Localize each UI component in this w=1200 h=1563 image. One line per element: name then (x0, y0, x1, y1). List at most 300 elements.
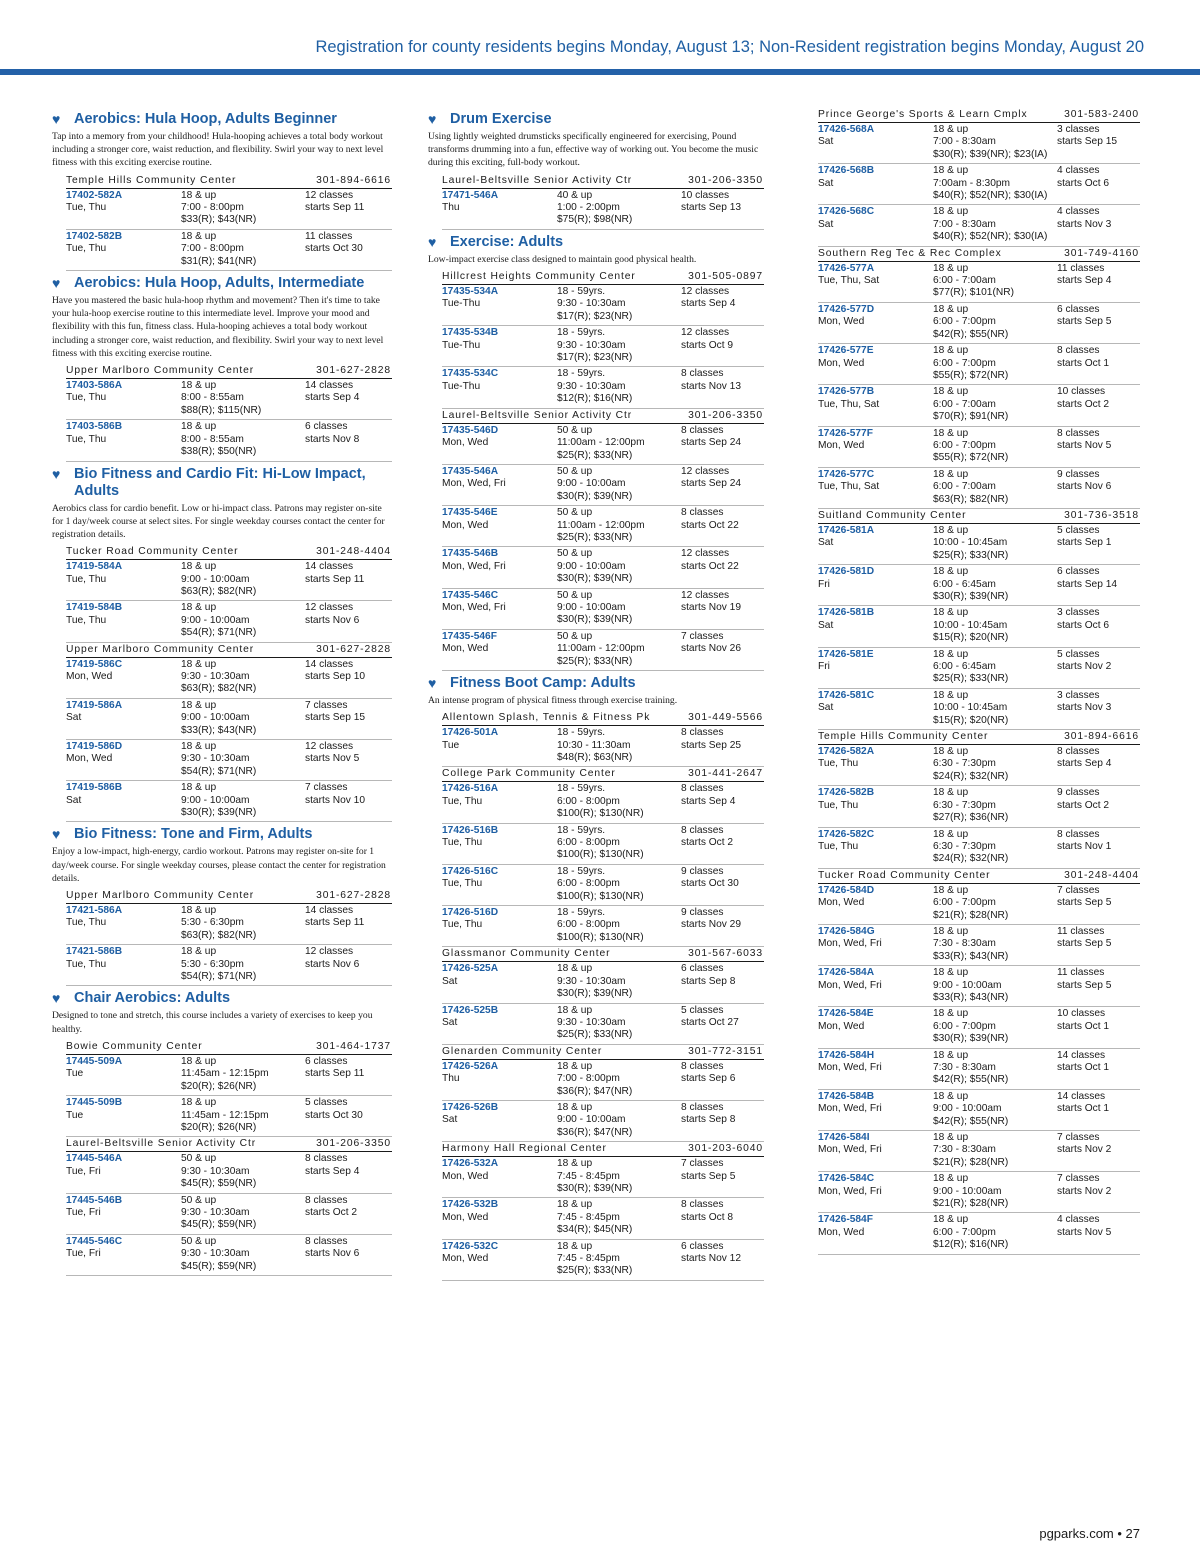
entry-age-time-fee (933, 829, 1057, 866)
heart-icon: ♥ (428, 233, 437, 250)
entry-count-start (681, 1061, 764, 1098)
entry-code-days (818, 885, 933, 922)
age-range: 18 & up (933, 884, 969, 896)
entry-code-days (442, 425, 557, 462)
class-entry (818, 524, 1140, 565)
start-date: starts Sep 5 (1057, 979, 1112, 991)
entry-code-days (818, 1050, 933, 1087)
class-time: 7:45 - 8:45pm (557, 1170, 620, 1182)
class-entry (442, 1004, 764, 1045)
entry-code-days (442, 507, 557, 544)
course-code[interactable]: 17426-577A (818, 262, 875, 274)
location-header (66, 643, 392, 658)
class-days: Tue, Thu (66, 243, 107, 255)
entry-count-start (305, 782, 392, 819)
course-title-text: Fitness Boot Camp: Adults (450, 675, 636, 691)
class-entry (66, 740, 392, 781)
class-time: 7:45 - 8:45pm (557, 1253, 620, 1265)
entry-count-start (1057, 345, 1140, 382)
class-days: Mon, Wed, Fri (818, 1144, 882, 1156)
class-entry (818, 385, 1140, 426)
entry-code-days (442, 190, 557, 227)
class-days: Tue, Thu (66, 433, 107, 445)
entry-age-time-fee (181, 602, 305, 639)
course-code[interactable]: 17435-546B (442, 548, 499, 560)
age-range: 18 & up (181, 782, 217, 794)
class-entry (442, 782, 764, 823)
class-count: 9 classes (681, 865, 724, 877)
class-count: 10 classes (1057, 386, 1106, 398)
start-date: starts Sep 5 (1057, 316, 1112, 328)
entry-code-days (818, 829, 933, 866)
course-code[interactable]: 17426-584I (818, 1132, 870, 1144)
entry-age-time-fee (933, 428, 1057, 465)
course-code[interactable]: 17402-582B (66, 230, 123, 242)
age-range: 18 & up (181, 602, 217, 614)
entry-age-time-fee (181, 1236, 305, 1273)
age-range: 18 & up (933, 524, 969, 536)
class-entry (818, 1090, 1140, 1131)
course-code[interactable]: 17426-525B (442, 1004, 499, 1016)
entry-code-days (818, 746, 933, 783)
course-code[interactable]: 17421-586A (66, 905, 123, 917)
class-entry (66, 781, 392, 822)
entry-code-days (442, 1005, 557, 1042)
class-fee: $25(R); $33(NR) (557, 655, 633, 667)
course-code[interactable]: 17426-532B (442, 1199, 499, 1211)
entry-code-days (818, 304, 933, 341)
location-header (66, 1040, 392, 1055)
start-date: starts Oct 30 (305, 1109, 363, 1121)
course-code[interactable]: 17426-584E (818, 1008, 874, 1020)
location-phone: 301-736-3518 (1064, 509, 1139, 521)
entry-count-start (681, 963, 764, 1000)
course-code[interactable]: 17426-516D (442, 907, 499, 919)
class-time: 10:00 - 10:45am (933, 619, 1008, 631)
class-fee: $75(R); $98(NR) (557, 214, 633, 226)
class-time: 11:45am - 12:15pm (181, 1068, 269, 1080)
entry-code-days (442, 1102, 557, 1139)
class-time: 7:00am - 8:30pm (933, 177, 1011, 189)
course-code[interactable]: 17435-546A (442, 465, 499, 477)
location-phone: 301-505-0897 (688, 271, 763, 283)
entry-code-days (66, 602, 181, 639)
age-range: 18 & up (181, 230, 217, 242)
course-code[interactable]: 17426-501A (442, 727, 499, 739)
class-fee: $45(R); $59(NR) (181, 1178, 257, 1190)
course-code[interactable]: 17426-581B (818, 607, 875, 619)
class-fee: $30(R); $39(NR) (557, 614, 633, 626)
course-code[interactable]: 17426-526B (442, 1101, 499, 1113)
entry-age-time-fee (933, 525, 1057, 562)
start-date: starts Sep 24 (681, 437, 742, 449)
location-phone: 301-206-3350 (688, 174, 763, 186)
class-count: 4 classes (1057, 206, 1100, 218)
class-count: 10 classes (681, 189, 730, 201)
course-code[interactable]: 17426-516B (442, 824, 499, 836)
course-code[interactable]: 17435-546E (442, 507, 498, 519)
age-range: 18 - 59yrs. (557, 727, 606, 739)
start-date: starts Nov 2 (1057, 1144, 1112, 1156)
entry-age-time-fee (557, 783, 681, 820)
entry-count-start (681, 825, 764, 862)
entry-age-time-fee (933, 206, 1057, 243)
age-range: 18 & up (933, 925, 969, 937)
location-name: Laurel-Beltsville Senior Activity Ctr (66, 1138, 257, 1150)
class-time: 9:00 - 10:00am (557, 478, 626, 490)
entry-count-start (1057, 386, 1140, 423)
class-count: 5 classes (1057, 524, 1100, 536)
start-date: starts Sep 11 (305, 573, 365, 585)
course-code[interactable]: 17426-581A (818, 524, 875, 536)
class-time: 6:00 - 7:00am (933, 481, 996, 493)
entry-count-start (681, 1102, 764, 1139)
start-date: starts Sep 25 (681, 739, 742, 751)
class-count: 12 classes (305, 946, 354, 958)
class-count: 8 classes (681, 1060, 724, 1072)
start-date: starts Sep 10 (305, 670, 366, 682)
age-range: 18 & up (933, 1090, 969, 1102)
entry-code-days (66, 659, 181, 696)
course-title (52, 275, 392, 292)
course-section (52, 466, 392, 823)
entry-age-time-fee (933, 124, 1057, 161)
class-count: 8 classes (1057, 427, 1100, 439)
class-time: 8:00 - 8:55am (181, 433, 244, 445)
entry-age-time-fee (933, 787, 1057, 824)
course-section (52, 826, 392, 986)
location-name: Glassmanor Community Center (442, 948, 611, 960)
class-days: Mon, Wed (818, 316, 865, 328)
location-name: Laurel-Beltsville Senior Activity Ctr (442, 174, 633, 186)
entry-code-days (818, 345, 933, 382)
entry-age-time-fee (557, 507, 681, 544)
course-code[interactable]: 17426-577F (818, 427, 873, 439)
class-fee: $30(R); $39(NR) (933, 591, 1009, 602)
entry-count-start (1057, 967, 1140, 1004)
course-code[interactable]: 17426-584H (818, 1049, 875, 1061)
class-time: 7:30 - 8:30am (933, 1144, 996, 1156)
entry-age-time-fee (181, 190, 305, 227)
class-time: 6:00 - 8:00pm (557, 878, 620, 890)
class-count: 8 classes (305, 1153, 348, 1165)
class-fee: $27(R); $36(NR) (933, 812, 1009, 824)
course-code[interactable]: 17426-584F (818, 1214, 873, 1226)
header-rule (0, 69, 1200, 75)
age-range: 18 & up (181, 1055, 217, 1067)
course-code[interactable]: 17435-534C (442, 368, 499, 380)
course-code[interactable]: 17426-568C (818, 206, 875, 218)
class-entry (818, 565, 1140, 606)
course-code[interactable]: 17402-582A (66, 189, 123, 201)
course-code[interactable]: 17426-584C (818, 1173, 875, 1185)
course-code[interactable]: 17426-582A (818, 746, 875, 758)
course-code[interactable]: 17426-526A (442, 1060, 499, 1072)
class-days: Sat (818, 177, 834, 189)
course-code[interactable]: 17419-584B (66, 602, 123, 614)
entry-age-time-fee (181, 1153, 305, 1190)
course-title-text: Aerobics: Hula Hoop, Adults Beginner (74, 111, 337, 127)
course-code[interactable]: 17435-534B (442, 327, 499, 339)
class-fee: $25(R); $33(NR) (557, 531, 633, 543)
course-code[interactable]: 17426-581D (818, 566, 875, 578)
course-code[interactable]: 17426-581C (818, 689, 875, 701)
class-fee: $25(R); $33(NR) (557, 449, 633, 461)
location-name: Laurel-Beltsville Senior Activity Ctr (442, 409, 633, 421)
class-entry (66, 945, 392, 986)
class-entry (442, 189, 764, 230)
class-days: Tue, Thu, Sat (818, 275, 880, 287)
class-entry (818, 427, 1140, 468)
location-phone: 301-203-6040 (688, 1143, 763, 1155)
course-code[interactable]: 17426-516C (442, 865, 499, 877)
class-count: 3 classes (1057, 124, 1100, 135)
entry-age-time-fee (933, 1214, 1057, 1251)
entry-code-days (66, 1056, 181, 1093)
class-count: 10 classes (1057, 1008, 1106, 1020)
course-code[interactable]: 17419-586A (66, 699, 123, 711)
class-fee: $36(R); $47(NR) (557, 1126, 633, 1138)
course-code[interactable]: 17426-568A (818, 124, 875, 135)
course-code[interactable]: 17419-586C (66, 658, 123, 670)
class-days: Fri (818, 661, 830, 673)
course-code[interactable]: 17426-581E (818, 648, 874, 660)
class-count: 11 classes (1057, 925, 1105, 937)
course-code[interactable]: 17426-577D (818, 303, 875, 315)
course-code[interactable]: 17445-509B (66, 1097, 123, 1109)
class-count: 9 classes (1057, 787, 1100, 799)
age-range: 18 & up (181, 946, 217, 958)
age-range: 18 - 59yrs. (557, 327, 606, 339)
entry-age-time-fee (181, 905, 305, 942)
class-days: Tue, Fri (66, 1165, 101, 1177)
class-count: 6 classes (681, 1240, 724, 1252)
course-code[interactable]: 17426-532C (442, 1240, 499, 1252)
course-description: Low-impact exercise class designed to maintain good physical health. (428, 253, 697, 265)
location-phone: 301-627-2828 (316, 890, 391, 902)
class-fee: $30(R); $39(NR) (933, 1033, 1009, 1045)
age-range: 18 & up (933, 1049, 969, 1061)
age-range: 50 & up (557, 424, 593, 436)
course-code[interactable]: 17419-586D (66, 740, 123, 752)
course-code[interactable]: 17426-584G (818, 925, 875, 937)
entry-count-start (305, 700, 392, 737)
course-code[interactable]: 17426-532A (442, 1158, 499, 1170)
entry-count-start (681, 1005, 764, 1042)
course-code[interactable]: 17435-546C (442, 589, 499, 601)
entry-count-start (1057, 690, 1140, 727)
course-code[interactable]: 17426-584B (818, 1090, 875, 1102)
entry-age-time-fee (557, 1061, 681, 1098)
course-code[interactable]: 17445-509A (66, 1055, 123, 1067)
entry-age-time-fee (181, 380, 305, 417)
course-code[interactable]: 17426-525A (442, 963, 499, 975)
course-description: Using lightly weighted drumsticks specifically engineered for exercising, Pound transforms drumming into a fun, effective way of working out. You become the music during this exciting, full-body workout. (428, 131, 759, 169)
entry-count-start (1057, 525, 1140, 562)
age-range: 50 & up (557, 465, 593, 477)
class-days: Tue (442, 739, 460, 751)
location-phone: 301-894-6616 (1064, 731, 1139, 743)
age-range: 18 & up (557, 1240, 593, 1252)
class-fee: $20(R); $26(NR) (181, 1121, 257, 1133)
class-fee: $30(R); $39(NR); $23(IA) (933, 148, 1048, 160)
course-code[interactable]: 17445-546A (66, 1153, 123, 1165)
entry-count-start (681, 907, 764, 944)
class-time: 6:30 - 7:30pm (933, 799, 996, 811)
start-date: starts Sep 8 (681, 975, 736, 987)
course-code[interactable]: 17426-577B (818, 386, 875, 398)
location-name: Glenarden Community Center (442, 1045, 603, 1057)
age-range: 18 & up (933, 262, 969, 274)
course-title (428, 111, 764, 128)
course-code[interactable]: 17426-582C (818, 828, 875, 840)
start-date: starts Nov 8 (305, 433, 360, 445)
class-days: Mon, Wed (442, 1253, 489, 1265)
entry-code-days (818, 926, 933, 963)
course-code[interactable]: 17426-584D (818, 884, 875, 896)
entry-code-days (442, 963, 557, 1000)
class-fee: $12(R); $16(NR) (557, 393, 633, 405)
class-days: Tue, Thu (66, 614, 107, 626)
location-phone: 301-206-3350 (688, 409, 763, 421)
class-time: 6:00 - 7:00am (933, 398, 996, 410)
entry-code-days (442, 286, 557, 323)
entry-age-time-fee (557, 548, 681, 585)
entry-age-time-fee (933, 1091, 1057, 1128)
start-date: starts Sep 4 (681, 795, 736, 807)
class-fee: $30(R); $39(NR) (557, 988, 633, 1000)
entry-count-start (305, 1097, 392, 1134)
class-days: Tue, Fri (66, 1248, 101, 1260)
course-code[interactable]: 17426-584A (818, 967, 875, 979)
entry-age-time-fee (933, 469, 1057, 506)
class-fee: $30(R); $39(NR) (557, 490, 633, 502)
start-date: starts Oct 2 (681, 837, 734, 849)
course-section (818, 108, 1140, 1255)
entry-count-start (681, 425, 764, 462)
class-entry (442, 465, 764, 506)
course-code[interactable]: 17471-546A (442, 189, 499, 201)
location-name: Hillcrest Heights Community Center (442, 271, 636, 283)
age-range: 18 & up (181, 421, 217, 433)
entry-age-time-fee (933, 746, 1057, 783)
entry-count-start (1057, 206, 1140, 243)
class-days: Tue, Thu (66, 392, 107, 404)
course-description: Tap into a memory from your childhood! Hula-hooping achieves a total body workout including a stronger core, waist reduction, and flexibility. Swirl your way to next level fitness with this exciting exercise routine. (52, 131, 384, 169)
class-fee: $100(R); $130(NR) (557, 890, 644, 902)
entry-count-start (1057, 428, 1140, 465)
entry-count-start (305, 421, 392, 458)
entry-code-days (442, 631, 557, 668)
class-count: 12 classes (681, 327, 730, 339)
class-count: 8 classes (681, 783, 724, 795)
entry-count-start (305, 1056, 392, 1093)
entry-code-days (66, 1195, 181, 1232)
entry-code-days (66, 1236, 181, 1273)
course-code[interactable]: 17421-586B (66, 946, 123, 958)
start-date: starts Nov 10 (305, 794, 366, 806)
class-entry (818, 123, 1140, 164)
age-range: 50 & up (181, 1194, 217, 1206)
course-code[interactable]: 17419-584A (66, 561, 123, 573)
entry-code-days (442, 783, 557, 820)
entry-code-days (66, 905, 181, 942)
entry-age-time-fee (933, 607, 1057, 644)
course-code[interactable]: 17426-577E (818, 345, 874, 357)
age-range: 18 & up (181, 1097, 217, 1109)
age-range: 18 - 59yrs. (557, 368, 606, 380)
page-footer: pgparks.com • 27 (1039, 1526, 1140, 1541)
location-header (818, 509, 1140, 524)
course-code[interactable]: 17435-546D (442, 424, 499, 436)
class-entry (66, 379, 392, 420)
course-code[interactable]: 17403-586A (66, 380, 123, 392)
class-days: Mon, Wed (442, 519, 489, 531)
entry-age-time-fee (181, 1097, 305, 1134)
age-range: 18 & up (933, 828, 969, 840)
age-range: 18 & up (933, 1008, 969, 1020)
class-entry (818, 966, 1140, 1007)
start-date: starts Oct 1 (1057, 1103, 1110, 1115)
course-code[interactable]: 17426-568B (818, 165, 875, 177)
entry-age-time-fee (557, 466, 681, 503)
start-date: starts Sep 8 (681, 1114, 736, 1126)
class-entry (442, 1240, 764, 1281)
entry-count-start (1057, 1214, 1140, 1251)
class-count: 7 classes (1057, 884, 1100, 896)
course-title (52, 826, 392, 843)
class-count: 14 classes (305, 380, 354, 392)
course-code[interactable]: 17426-577C (818, 468, 875, 480)
start-date: starts Sep 4 (1057, 758, 1112, 770)
course-code[interactable]: 17426-516A (442, 783, 499, 795)
course-code[interactable]: 17445-546C (66, 1235, 123, 1247)
class-entry (818, 205, 1140, 246)
class-count: 6 classes (681, 963, 724, 975)
age-range: 18 & up (933, 689, 969, 701)
start-date: starts Nov 5 (1057, 1226, 1112, 1238)
class-time: 6:30 - 7:30pm (933, 758, 996, 770)
start-date: starts Nov 19 (681, 601, 742, 613)
course-code[interactable]: 17435-534A (442, 286, 499, 298)
age-range: 18 & up (181, 380, 217, 392)
course-code[interactable]: 17445-546B (66, 1194, 123, 1206)
start-date: starts Oct 30 (305, 243, 363, 255)
entry-count-start (305, 602, 392, 639)
course-code[interactable]: 17419-586B (66, 782, 123, 794)
course-code[interactable]: 17435-546F (442, 630, 497, 642)
entry-code-days (442, 368, 557, 405)
class-fee: $63(R); $82(NR) (933, 493, 1009, 505)
location-name: Harmony Hall Regional Center (442, 1143, 607, 1155)
class-time: 6:00 - 7:00pm (933, 897, 996, 909)
class-count: 5 classes (1057, 648, 1100, 660)
entry-age-time-fee (557, 1241, 681, 1278)
age-range: 18 & up (557, 1060, 593, 1072)
class-fee: $34(R); $45(NR) (557, 1224, 633, 1236)
entry-code-days (442, 866, 557, 903)
class-entry (818, 468, 1140, 509)
course-code[interactable]: 17426-582B (818, 787, 875, 799)
entry-code-days (818, 1091, 933, 1128)
class-count: 8 classes (681, 1199, 724, 1211)
class-count: 11 classes (1057, 967, 1105, 979)
class-days: Mon, Wed (442, 643, 489, 655)
class-days: Tue-Thu (442, 380, 481, 392)
entry-age-time-fee (557, 190, 681, 227)
course-title (428, 234, 764, 251)
course-code[interactable]: 17403-586B (66, 421, 123, 433)
